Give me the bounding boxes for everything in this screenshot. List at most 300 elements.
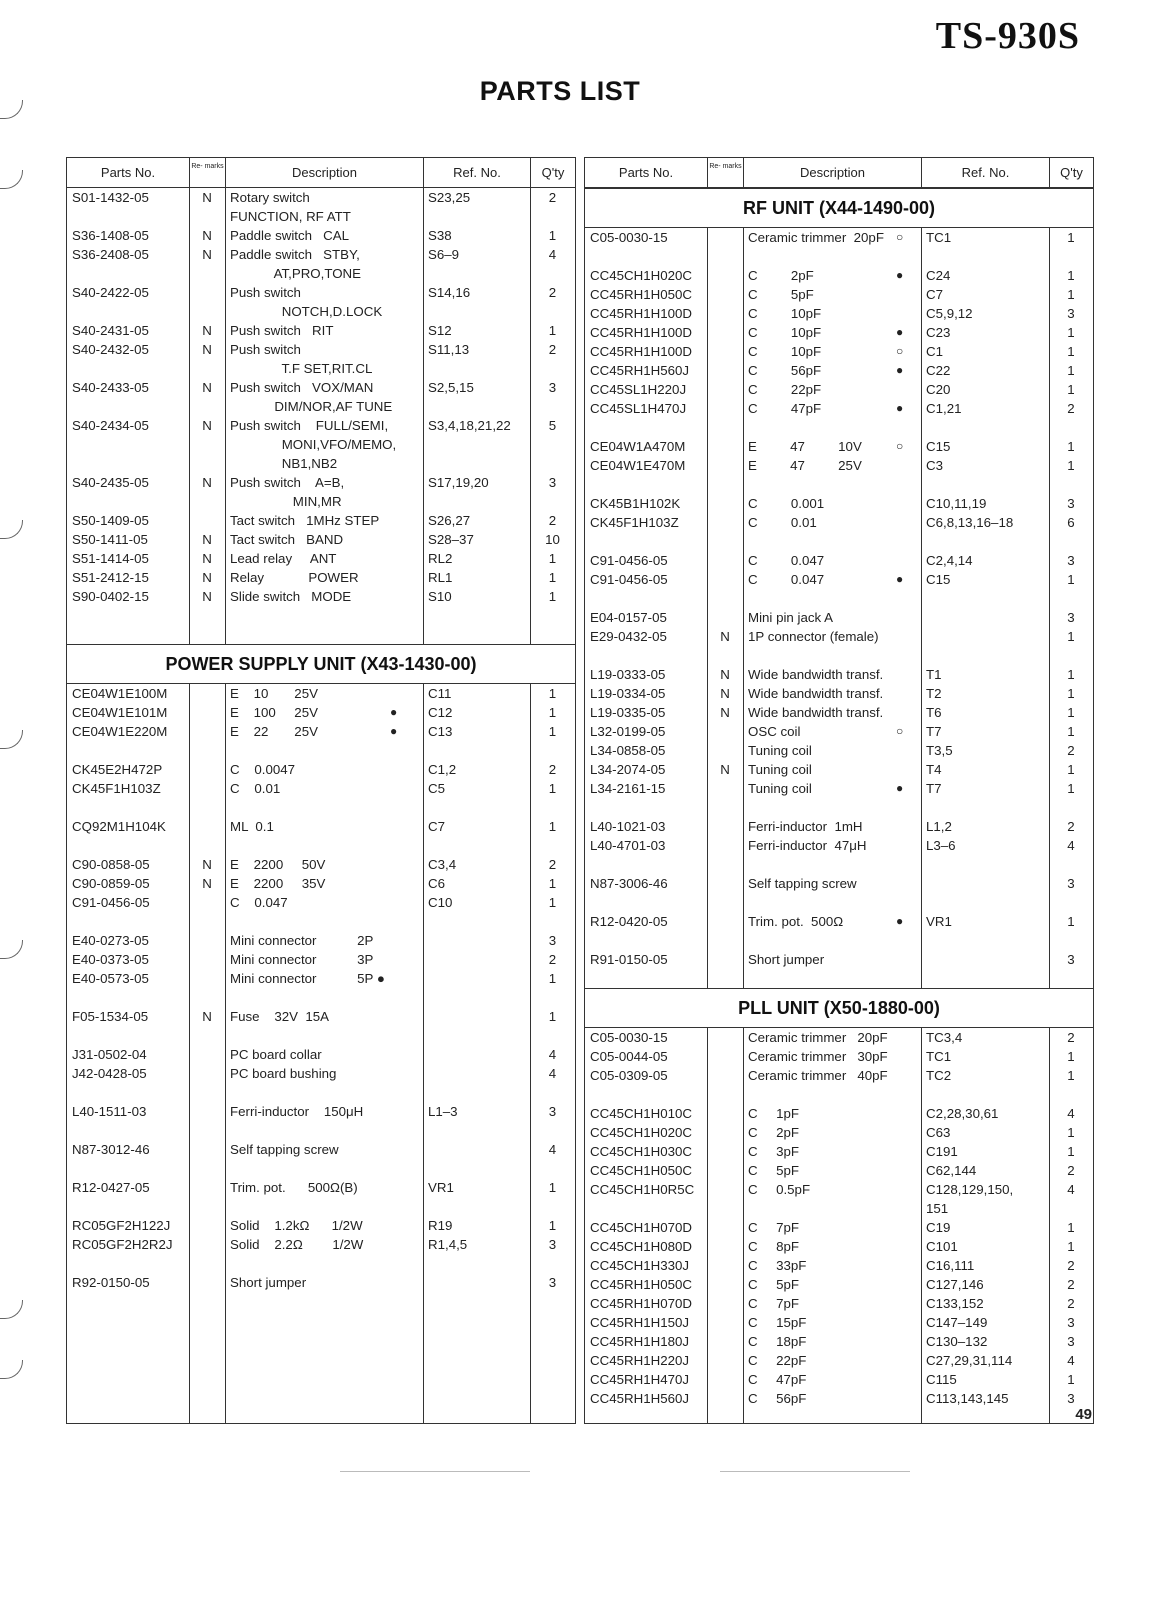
table-row (585, 817, 1093, 836)
remarks (189, 435, 225, 454)
header-description: Description (743, 158, 921, 187)
description: Push switch VOX/MAN (230, 380, 374, 395)
table-row (585, 1313, 1093, 1332)
quantity: 1 (1067, 287, 1075, 302)
part-number: CK45E2H472P (72, 762, 163, 777)
part-number: S51-1414-05 (72, 551, 149, 566)
remarks (707, 1028, 743, 1047)
description: MONI,VFO/MEMO, (230, 437, 397, 452)
ref-number (423, 1045, 530, 1064)
table-row (585, 1180, 1093, 1199)
table-row (67, 1007, 575, 1026)
quantity: 1 (1067, 439, 1075, 454)
table-row (67, 1045, 575, 1064)
quantity: 1 (1067, 344, 1075, 359)
quantity: 1 (1067, 1372, 1075, 1387)
ref-number: S28–37 (428, 532, 474, 547)
mark-symbol: ○ (896, 439, 904, 453)
description: MIN,MR (230, 494, 342, 509)
ref-number: T7 (926, 781, 942, 796)
part-number: CC45SL1H470J (590, 401, 687, 416)
table-row (585, 456, 1093, 475)
quantity: 1 (548, 1180, 557, 1195)
spacer (67, 1159, 575, 1178)
ref-number: C7 (428, 819, 445, 834)
description: Ferri-inductor 150μH (230, 1104, 364, 1119)
spacer (585, 532, 1093, 551)
quantity: 4 (548, 1142, 557, 1157)
quantity: 1 (548, 686, 557, 701)
quantity: 1 (1067, 781, 1075, 796)
part-number: E40-0573-05 (72, 971, 149, 986)
part-number: CC45CH1H0R5C (590, 1182, 695, 1197)
part-number: CC45CH1H030C (590, 1144, 692, 1159)
quantity: 4 (1067, 1106, 1075, 1121)
table-row (585, 228, 1093, 247)
part-number: S50-1411-05 (72, 532, 148, 547)
quantity: 1 (1067, 1068, 1075, 1083)
description: C 7pF (748, 1220, 799, 1235)
description: C 56pF (748, 363, 822, 378)
quantity (530, 264, 575, 283)
remarks (707, 912, 743, 931)
description: Slide switch MODE (230, 589, 352, 604)
description: Ceramic trimmer 30pF (748, 1049, 888, 1064)
spacer (585, 646, 1093, 665)
part-number: L40-1021-03 (590, 819, 666, 834)
spacer (67, 741, 575, 760)
quantity: 2 (1067, 819, 1075, 834)
table-row (585, 1142, 1093, 1161)
description: C 10pF (748, 325, 822, 340)
remarks (707, 874, 743, 893)
spacer (585, 969, 1093, 988)
spacer (585, 589, 1093, 608)
ref-number: C19 (926, 1220, 951, 1235)
part-number: RC05GF2H2R2J (72, 1237, 173, 1252)
remarks (707, 1294, 743, 1313)
remarks: N (720, 762, 730, 777)
remarks: N (720, 667, 730, 682)
table-row (67, 378, 575, 397)
ref-number: S26,27 (428, 513, 471, 528)
mark-symbol: ● (896, 401, 904, 415)
remarks (707, 399, 743, 418)
table-row (585, 665, 1093, 684)
part-number: E40-0373-05 (72, 952, 149, 967)
parts-table-right (584, 157, 1094, 1424)
description: Tact switch BAND (230, 532, 344, 547)
part-number: R92-0150-05 (72, 1275, 150, 1290)
quantity: 1 (548, 228, 557, 243)
description: C 0.047 (748, 572, 825, 587)
quantity: 3 (548, 933, 557, 948)
part-number: L34-2074-05 (590, 762, 666, 777)
table-row (585, 513, 1093, 532)
remarks (189, 779, 225, 798)
description: Ceramic trimmer 20pF (748, 1030, 888, 1045)
quantity (530, 207, 575, 226)
quantity: 4 (1067, 1353, 1075, 1368)
description: C 47pF (748, 1372, 807, 1387)
part-number: E29-0432-05 (590, 629, 667, 644)
ref-number: 151 (926, 1201, 949, 1216)
ref-number: S2,5,15 (428, 380, 474, 395)
table-row (67, 283, 575, 302)
part-number: R12-0420-05 (590, 914, 668, 929)
part-number: S40-2432-05 (72, 342, 149, 357)
remarks: N (202, 342, 212, 357)
table-row (585, 1275, 1093, 1294)
part-number (67, 359, 189, 378)
quantity: 3 (1067, 1315, 1075, 1330)
part-number (67, 302, 189, 321)
table-row (585, 1256, 1093, 1275)
ref-number: C113,143,145 (926, 1391, 1009, 1406)
quantity: 1 (1067, 572, 1075, 587)
remarks: N (202, 570, 212, 585)
spacer (67, 1083, 575, 1102)
table-row (585, 950, 1093, 969)
ref-number: C12 (428, 705, 453, 720)
part-number: R91-0150-05 (590, 952, 668, 967)
quantity: 3 (548, 1275, 557, 1290)
description: Mini pin jack A (748, 610, 833, 625)
mark-symbol: ● (390, 724, 398, 738)
ref-number (423, 302, 530, 321)
quantity: 2 (1067, 1296, 1075, 1311)
part-number: L40-4701-03 (590, 838, 666, 853)
description: Ceramic trimmer 20pF (748, 230, 884, 245)
ref-number: C5 (428, 781, 445, 796)
remarks (707, 1275, 743, 1294)
table-row (585, 684, 1093, 703)
description: NOTCH,D.LOCK (230, 304, 383, 319)
table-row (67, 397, 575, 416)
spacer (67, 798, 575, 817)
quantity: 1 (548, 724, 557, 739)
header-parts-no: Parts No. (100, 165, 156, 180)
ref-number (423, 207, 530, 226)
part-number (67, 207, 189, 226)
ref-number: C1,2 (428, 762, 457, 777)
part-number: CC45RH1H560J (590, 363, 690, 378)
ref-number: C6 (428, 876, 445, 891)
spacer (67, 606, 575, 625)
table-row (67, 549, 575, 568)
table-row (585, 304, 1093, 323)
part-number: C05-0044-05 (590, 1049, 668, 1064)
remarks (189, 950, 225, 969)
quantity: 4 (1067, 838, 1075, 853)
mark-symbol: ○ (896, 344, 904, 358)
ref-number (423, 359, 530, 378)
spacer (585, 1085, 1093, 1104)
mark-symbol: ● (896, 781, 904, 795)
description: C 5pF (748, 1163, 799, 1178)
ref-number: L1–3 (428, 1104, 458, 1119)
description: Push switch (230, 285, 301, 300)
part-number: CC45CH1H010C (590, 1106, 692, 1121)
description: Ferri-inductor 1mH (748, 819, 863, 834)
quantity: 2 (548, 285, 557, 300)
remarks (189, 1235, 225, 1254)
table-row (585, 874, 1093, 893)
description: ML 0.1 (230, 819, 274, 834)
quantity: 2 (548, 513, 557, 528)
description: T.F SET,RIT.CL (230, 361, 373, 376)
description: E 47 10V (748, 439, 862, 454)
table-header (585, 158, 1093, 188)
ref-number: S11,13 (428, 342, 470, 357)
table-row (585, 380, 1093, 399)
quantity: 2 (1067, 1258, 1075, 1273)
remarks (707, 456, 743, 475)
quantity: 1 (1067, 230, 1075, 245)
table-row (67, 359, 575, 378)
header-description: Description (225, 158, 423, 187)
spacer (67, 625, 575, 644)
remarks (707, 304, 743, 323)
ref-number: T6 (926, 705, 942, 720)
part-number: S40-2434-05 (72, 418, 149, 433)
remarks: N (202, 190, 212, 205)
remarks: N (202, 857, 212, 872)
quantity: 3 (1067, 876, 1075, 891)
description: Solid 2.2Ω 1/2W (230, 1237, 364, 1252)
quantity: 1 (548, 895, 557, 910)
ref-number: S12 (428, 323, 452, 338)
table-row (67, 435, 575, 454)
part-number: CC45RH1H100D (590, 306, 692, 321)
quantity: 1 (548, 551, 557, 566)
part-number: C05-0030-15 (590, 1030, 668, 1045)
table-row (585, 1104, 1093, 1123)
mark-symbol: ○ (896, 724, 904, 738)
part-number: J42-0428-05 (72, 1066, 147, 1081)
table-row (585, 1123, 1093, 1142)
description: C 0.01 (230, 781, 281, 796)
remarks (189, 302, 225, 321)
table-row (67, 1102, 575, 1121)
description: Mini connector 5P ● (230, 971, 385, 986)
quantity: 3 (1067, 306, 1075, 321)
quantity: 2 (548, 857, 557, 872)
ref-number: C3,4 (428, 857, 457, 872)
quantity: 6 (1067, 515, 1075, 530)
quantity: 1 (1067, 458, 1075, 473)
table-row (67, 568, 575, 587)
quantity: 3 (1067, 1391, 1075, 1406)
quantity: 2 (548, 952, 557, 967)
part-number (67, 435, 189, 454)
quantity: 1 (548, 1009, 557, 1024)
remarks (707, 1180, 743, 1199)
ref-number: C16,111 (926, 1258, 975, 1273)
spacer (585, 247, 1093, 266)
part-number: E40-0273-05 (72, 933, 149, 948)
table-row (585, 1370, 1093, 1389)
part-number: C05-0030-15 (590, 230, 668, 245)
header-parts-no: Parts No. (618, 165, 674, 180)
spacer (67, 1197, 575, 1216)
remarks (189, 893, 225, 912)
remarks (707, 570, 743, 589)
spacer (67, 988, 575, 1007)
description: OSC coil (748, 724, 801, 739)
table-row (67, 264, 575, 283)
ref-number: S10 (428, 589, 452, 604)
ref-number: L1,2 (926, 819, 952, 834)
quantity: 1 (1067, 268, 1075, 283)
remarks (189, 264, 225, 283)
table-row (67, 893, 575, 912)
quantity: 2 (548, 190, 557, 205)
description: FUNCTION, RF ATT (230, 209, 351, 224)
part-number: CE04W1E470M (590, 458, 686, 473)
quantity: 1 (1067, 705, 1075, 720)
remarks (707, 266, 743, 285)
quantity (1049, 1199, 1093, 1218)
part-number (67, 454, 189, 473)
part-number: CC45RH1H180J (590, 1334, 690, 1349)
spacer (585, 893, 1093, 912)
remarks (189, 1102, 225, 1121)
remarks (189, 760, 225, 779)
ref-number: TC1 (926, 1049, 952, 1064)
description: NB1,NB2 (230, 456, 338, 471)
remarks (189, 492, 225, 511)
remarks (707, 1313, 743, 1332)
table-row (67, 1140, 575, 1159)
table-row (67, 817, 575, 836)
remarks (189, 817, 225, 836)
ref-number: T3,5 (926, 743, 953, 758)
description: Paddle switch STBY, (230, 247, 360, 262)
quantity: 1 (1067, 667, 1075, 682)
description: C 10pF (748, 344, 822, 359)
part-number: S40-2435-05 (72, 475, 149, 490)
description: Trim. pot. 500Ω(B) (230, 1180, 358, 1195)
table-row (585, 1066, 1093, 1085)
quantity: 1 (1067, 1239, 1075, 1254)
ref-number: C10 (428, 895, 453, 910)
ref-number: C27,29,31,114 (926, 1353, 1013, 1368)
description: C 0.001 (748, 496, 825, 511)
part-number: C90-0859-05 (72, 876, 150, 891)
remarks (707, 1161, 743, 1180)
ref-number: R1,4,5 (428, 1237, 468, 1252)
table-row (67, 1216, 575, 1235)
description: C 7pF (748, 1296, 799, 1311)
quantity: 1 (1067, 914, 1075, 929)
remarks (707, 817, 743, 836)
ref-number: C191 (926, 1144, 958, 1159)
mark-symbol: ● (896, 363, 904, 377)
part-number: CC45RH1H560J (590, 1391, 690, 1406)
part-number: CK45F1H103Z (590, 515, 679, 530)
mark-symbol: ● (896, 268, 904, 282)
ref-number: S38 (428, 228, 452, 243)
ref-number (423, 435, 530, 454)
quantity: 3 (548, 1237, 557, 1252)
description: C 33pF (748, 1258, 807, 1273)
description: Tuning coil (748, 762, 812, 777)
part-number: RC05GF2H122J (72, 1218, 171, 1233)
description: C 47pF (748, 401, 822, 416)
description: Ceramic trimmer 40pF (748, 1068, 888, 1083)
table-row (67, 226, 575, 245)
header-remarks: Re- marks (189, 158, 225, 187)
mark-symbol: ● (896, 914, 904, 928)
remarks (707, 361, 743, 380)
table-row (585, 266, 1093, 285)
table-row (585, 1237, 1093, 1256)
part-number: L32-0199-05 (590, 724, 666, 739)
description: Push switch RIT (230, 323, 334, 338)
ref-number: C2,28,30,61 (926, 1106, 999, 1121)
remarks (189, 1178, 225, 1197)
quantity: 1 (548, 971, 557, 986)
ref-number: S14,16 (428, 285, 471, 300)
table-row (585, 608, 1093, 627)
quantity: 1 (548, 323, 557, 338)
description: Mini connector 2P (230, 933, 374, 948)
quantity (530, 435, 575, 454)
ref-number: C115 (926, 1372, 957, 1387)
remarks: N (202, 1009, 212, 1024)
remarks (707, 1370, 743, 1389)
remarks (707, 1066, 743, 1085)
ref-number (423, 264, 530, 283)
ref-number (921, 950, 1049, 969)
ref-number: C7 (926, 287, 943, 302)
ref-number: C130–132 (926, 1334, 988, 1349)
description: Rotary switch (230, 190, 310, 205)
ref-number: S3,4,18,21,22 (428, 418, 511, 433)
table-row (585, 494, 1093, 513)
remarks (189, 1216, 225, 1235)
ref-number: T1 (926, 667, 942, 682)
ref-number (921, 608, 1049, 627)
table-row (585, 1332, 1093, 1351)
quantity: 1 (1067, 325, 1075, 340)
quantity: 3 (1067, 1334, 1075, 1349)
header-qty: Q'ty (1049, 158, 1093, 187)
part-number: CC45CH1H330J (590, 1258, 690, 1273)
ref-number: C127,146 (926, 1277, 984, 1292)
remarks (707, 1218, 743, 1237)
ref-number (921, 874, 1049, 893)
ref-number: C128,129,150, (926, 1182, 1014, 1197)
table-row (585, 551, 1093, 570)
spacer (585, 798, 1093, 817)
mark-symbol: ● (896, 325, 904, 339)
quantity: 1 (548, 589, 557, 604)
remarks: N (202, 551, 212, 566)
table-row (67, 1235, 575, 1254)
quantity: 1 (548, 876, 557, 891)
description: Wide bandwidth transf. (748, 705, 884, 720)
remarks (189, 931, 225, 950)
quantity: 4 (548, 247, 557, 262)
spacer (67, 912, 575, 931)
description: C 56pF (748, 1391, 807, 1406)
description: C 22pF (748, 382, 822, 397)
remarks (189, 1273, 225, 1292)
table-row (67, 874, 575, 893)
ref-number: C1,21 (926, 401, 962, 416)
